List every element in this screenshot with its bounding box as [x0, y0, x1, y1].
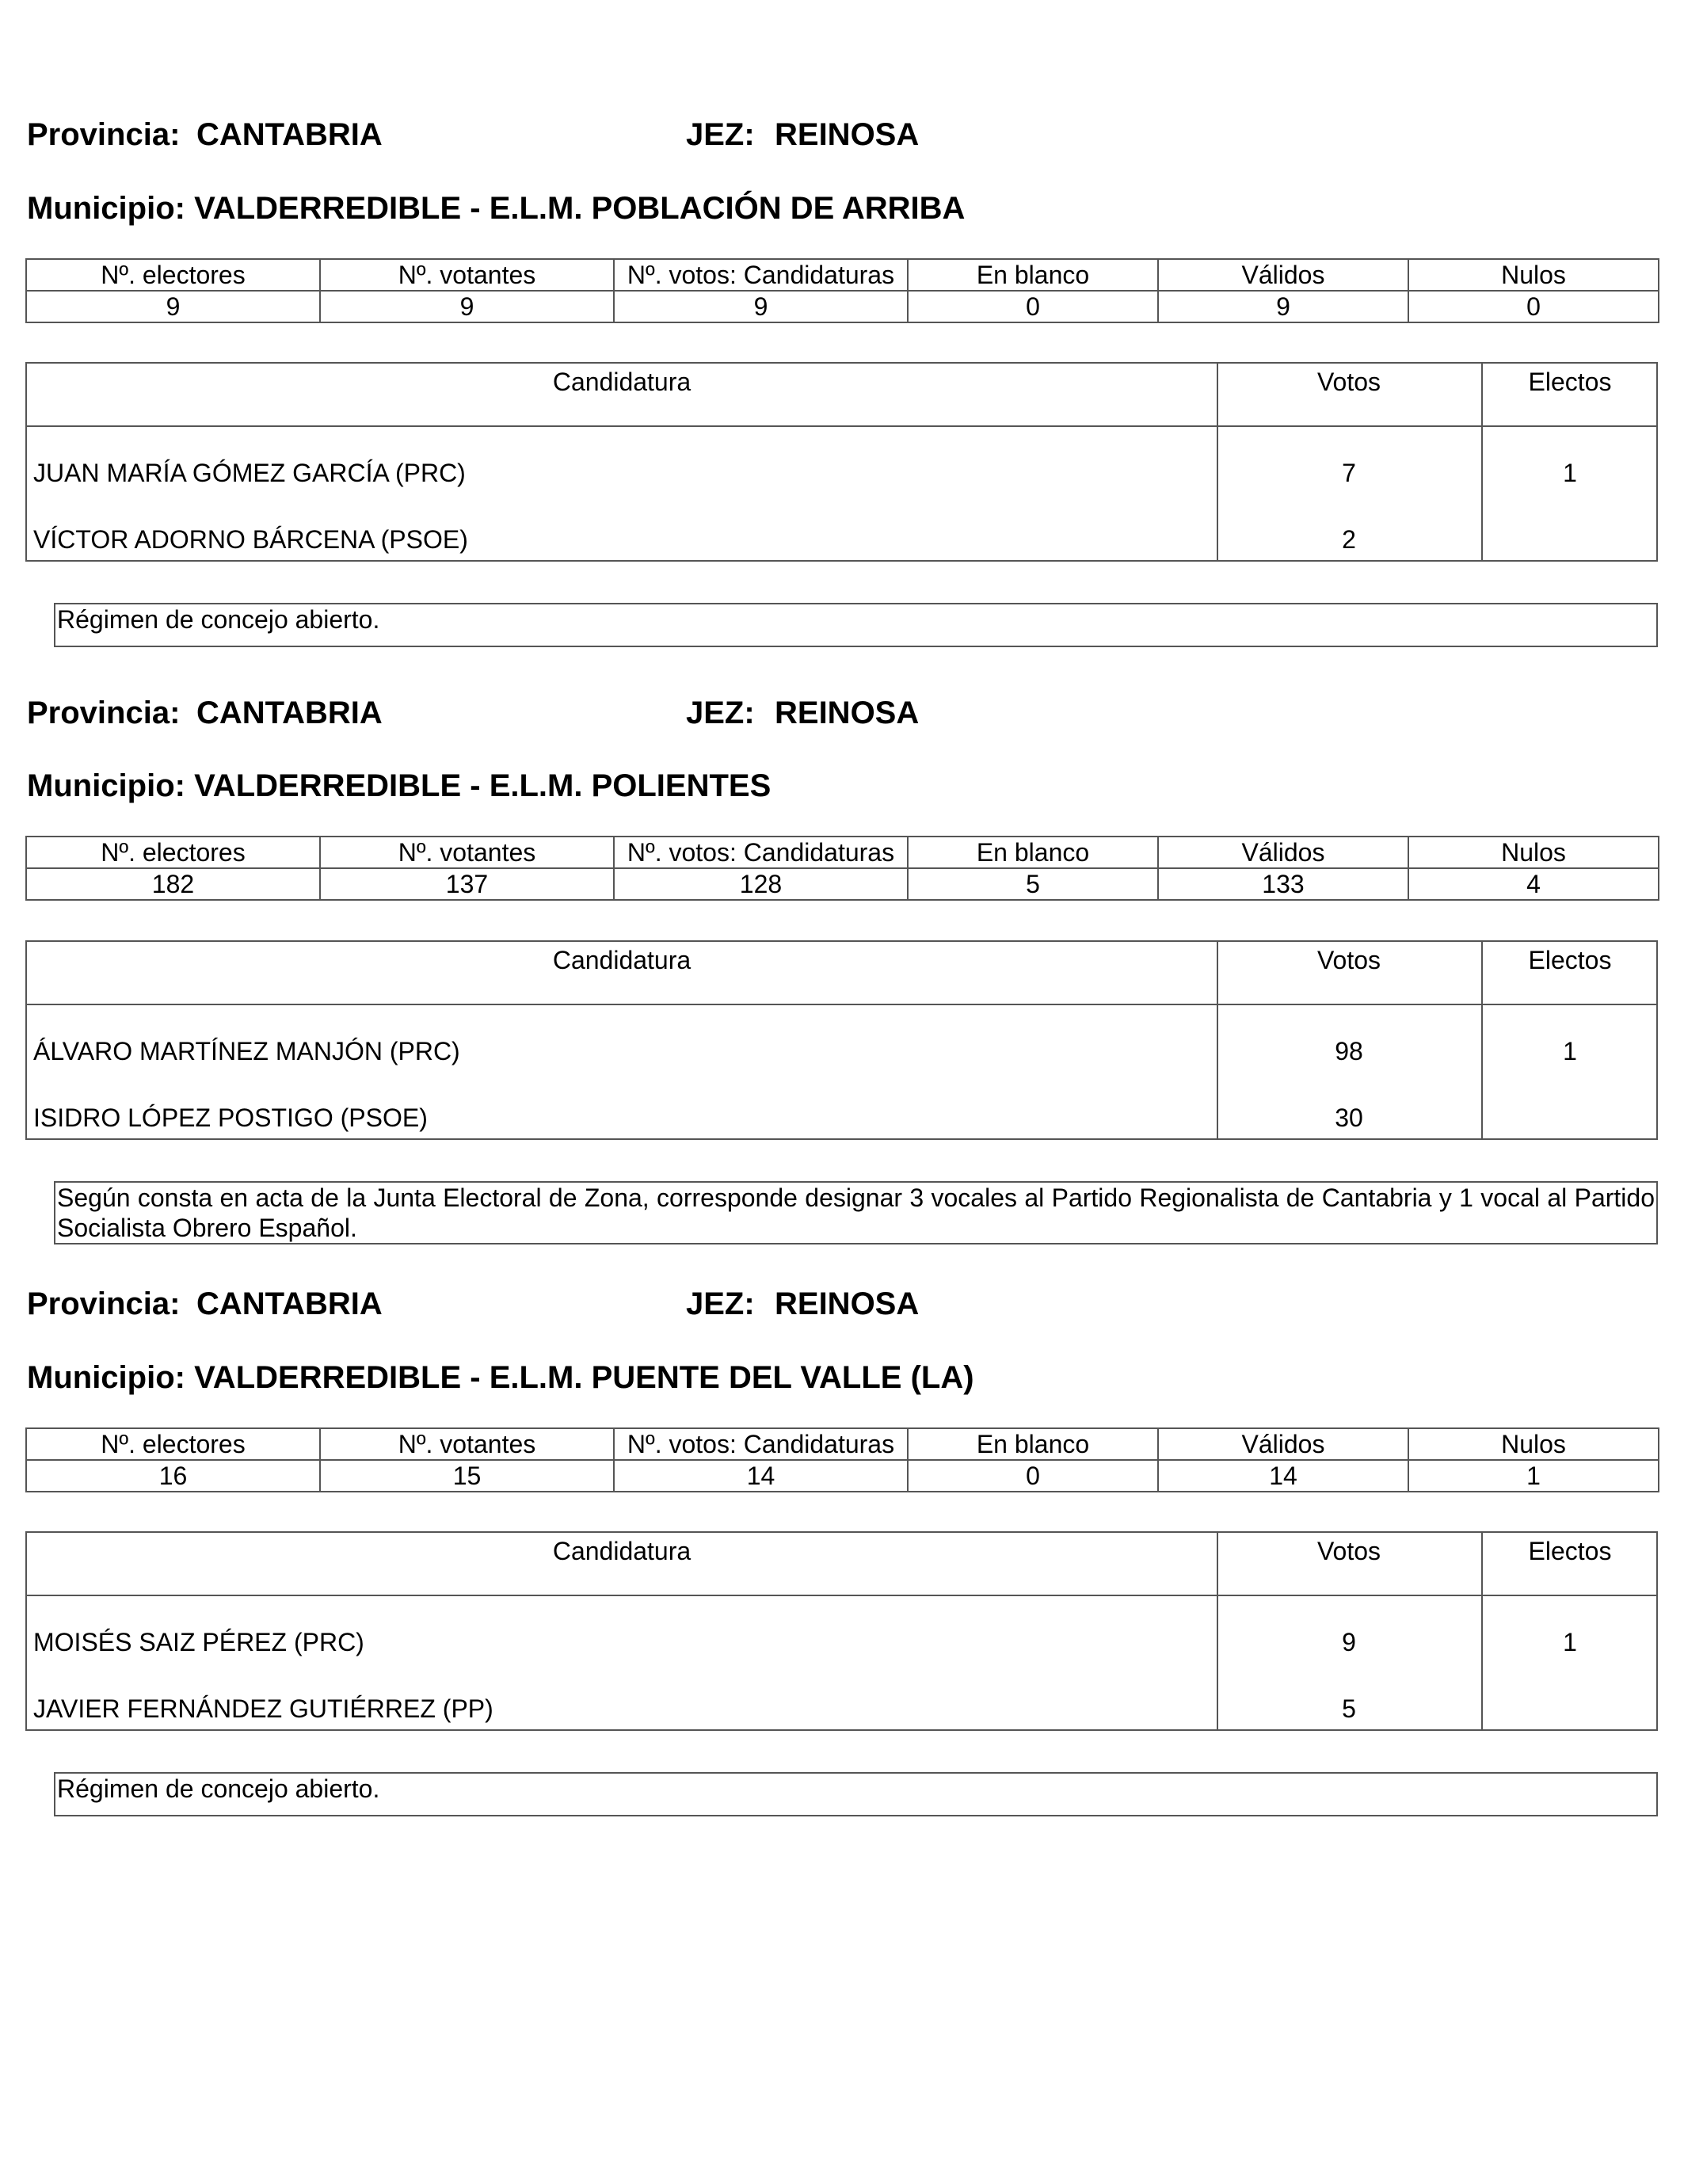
stats-value-votantes: 15 [320, 1460, 614, 1492]
stats-value-row [26, 291, 1659, 322]
candidates-table [25, 1531, 1658, 1731]
candidate-electos: 1 [1563, 1628, 1577, 1656]
candidates-table [25, 940, 1658, 1140]
stats-header-nulos: Nulos [1408, 1428, 1659, 1460]
stats-value-votantes: 137 [320, 868, 614, 900]
jez-label: JEZ: [686, 1286, 755, 1321]
candidate-row [27, 1035, 1658, 1067]
candidate-votos: 9 [1342, 1628, 1356, 1656]
header-votos: Votos [1316, 368, 1381, 396]
stats-value-nulos: 4 [1408, 868, 1659, 900]
header-candidatura: Candidatura [552, 946, 692, 974]
provincia-value: CANTABRIA [196, 696, 383, 730]
stats-header-votantes: Nº. votantes [320, 837, 614, 868]
candidate-row [27, 1626, 1658, 1658]
stats-value-nulos: 0 [1408, 291, 1659, 322]
stats-header-row [26, 1428, 1659, 1460]
stats-header-votos-candidaturas: Nº. votos: Candidaturas [614, 837, 908, 868]
stats-header-validos: Válidos [1158, 1428, 1408, 1460]
jez-label: JEZ: [686, 117, 755, 152]
stats-header-en-blanco: En blanco [908, 1428, 1158, 1460]
header-votos: Votos [1316, 1537, 1381, 1565]
candidate-votos: 7 [1342, 459, 1356, 487]
provincia-label: Provincia: [27, 696, 181, 730]
candidate-row [27, 1102, 1658, 1134]
stats-value-votantes: 9 [320, 291, 614, 322]
header-votos: Votos [1316, 946, 1381, 974]
header-candidatura: Candidatura [552, 368, 692, 396]
jez-label: JEZ: [686, 696, 755, 730]
municipio-value: VALDERREDIBLE - E.L.M. POBLACIÓN DE ARRIBA [194, 191, 966, 226]
candidate-row [27, 524, 1658, 555]
candidate-electos: 1 [1563, 1037, 1577, 1065]
candidate-name: VÍCTOR ADORNO BÁRCENA (PSOE) [33, 525, 468, 554]
municipio-label: Municipio: [27, 1360, 185, 1395]
stats-value-row [26, 868, 1659, 900]
stats-value-validos: 9 [1158, 291, 1408, 322]
note-box: Según consta en acta de la Junta Electoral de Zona, corresponde designar 3 vocales al Partido Regionalista de Cantabria y 1 vocal al Partido Socialista Obrero Español. [54, 1181, 1658, 1244]
candidate-votos: 2 [1342, 525, 1356, 554]
candidate-name: JAVIER FERNÁNDEZ GUTIÉRREZ (PP) [33, 1694, 493, 1723]
stats-header-row [26, 837, 1659, 868]
stats-header-en-blanco: En blanco [908, 837, 1158, 868]
stats-header-row [26, 259, 1659, 291]
municipio-value: VALDERREDIBLE - E.L.M. POLIENTES [194, 768, 772, 803]
note-box: Régimen de concejo abierto. [54, 1772, 1658, 1816]
header-electos: Electos [1528, 946, 1612, 974]
municipio-heading [27, 189, 965, 227]
municipio-heading [27, 1359, 974, 1397]
stats-header-electores: Nº. electores [26, 259, 320, 291]
header-electos: Electos [1528, 1537, 1612, 1565]
stats-value-validos: 14 [1158, 1460, 1408, 1492]
stats-value-validos: 133 [1158, 868, 1408, 900]
stats-header-validos: Válidos [1158, 837, 1408, 868]
stats-value-votos-candidaturas: 128 [614, 868, 908, 900]
stats-table [25, 1427, 1659, 1492]
stats-table [25, 258, 1659, 323]
header-electos: Electos [1528, 368, 1612, 396]
header-candidatura: Candidatura [552, 1537, 692, 1565]
municipio-label: Municipio: [27, 768, 185, 803]
candidate-row [27, 1693, 1658, 1725]
stats-value-electores: 182 [26, 868, 320, 900]
candidate-name: JUAN MARÍA GÓMEZ GARCÍA (PRC) [33, 459, 466, 487]
provincia-value: CANTABRIA [196, 1286, 383, 1321]
stats-value-en-blanco: 0 [908, 1460, 1158, 1492]
stats-value-electores: 9 [26, 291, 320, 322]
stats-header-en-blanco: En blanco [908, 259, 1158, 291]
candidate-name: MOISÉS SAIZ PÉREZ (PRC) [33, 1628, 364, 1656]
candidate-name: ISIDRO LÓPEZ POSTIGO (PSOE) [33, 1103, 428, 1132]
stats-value-en-blanco: 5 [908, 868, 1158, 900]
stats-header-nulos: Nulos [1408, 259, 1659, 291]
municipio-heading [27, 767, 771, 805]
stats-header-validos: Válidos [1158, 259, 1408, 291]
stats-header-votos-candidaturas: Nº. votos: Candidaturas [614, 1428, 908, 1460]
stats-value-nulos: 1 [1408, 1460, 1659, 1492]
candidate-electos: 1 [1563, 459, 1577, 487]
stats-value-en-blanco: 0 [908, 291, 1158, 322]
municipio-label: Municipio: [27, 191, 185, 226]
stats-header-electores: Nº. electores [26, 837, 320, 868]
candidate-votos: 30 [1335, 1103, 1363, 1132]
candidate-row [27, 457, 1658, 489]
candidates-table [25, 362, 1658, 562]
stats-header-nulos: Nulos [1408, 837, 1659, 868]
stats-value-votos-candidaturas: 14 [614, 1460, 908, 1492]
municipio-value: VALDERREDIBLE - E.L.M. PUENTE DEL VALLE (LA) [194, 1360, 974, 1395]
candidate-votos: 98 [1335, 1037, 1363, 1065]
stats-table [25, 836, 1659, 901]
stats-header-votos-candidaturas: Nº. votos: Candidaturas [614, 259, 908, 291]
stats-header-votantes: Nº. votantes [320, 1428, 614, 1460]
stats-value-row [26, 1460, 1659, 1492]
candidate-votos: 5 [1342, 1694, 1356, 1723]
stats-header-electores: Nº. electores [26, 1428, 320, 1460]
provincia-label: Provincia: [27, 117, 181, 152]
note-box: Régimen de concejo abierto. [54, 603, 1658, 647]
jez-value: REINOSA [775, 117, 920, 152]
candidate-name: ÁLVARO MARTÍNEZ MANJÓN (PRC) [33, 1037, 460, 1065]
stats-value-votos-candidaturas: 9 [614, 291, 908, 322]
provincia-value: CANTABRIA [196, 117, 383, 152]
provincia-label: Provincia: [27, 1286, 181, 1321]
jez-value: REINOSA [775, 1286, 920, 1321]
stats-header-votantes: Nº. votantes [320, 259, 614, 291]
stats-value-electores: 16 [26, 1460, 320, 1492]
jez-value: REINOSA [775, 696, 920, 730]
